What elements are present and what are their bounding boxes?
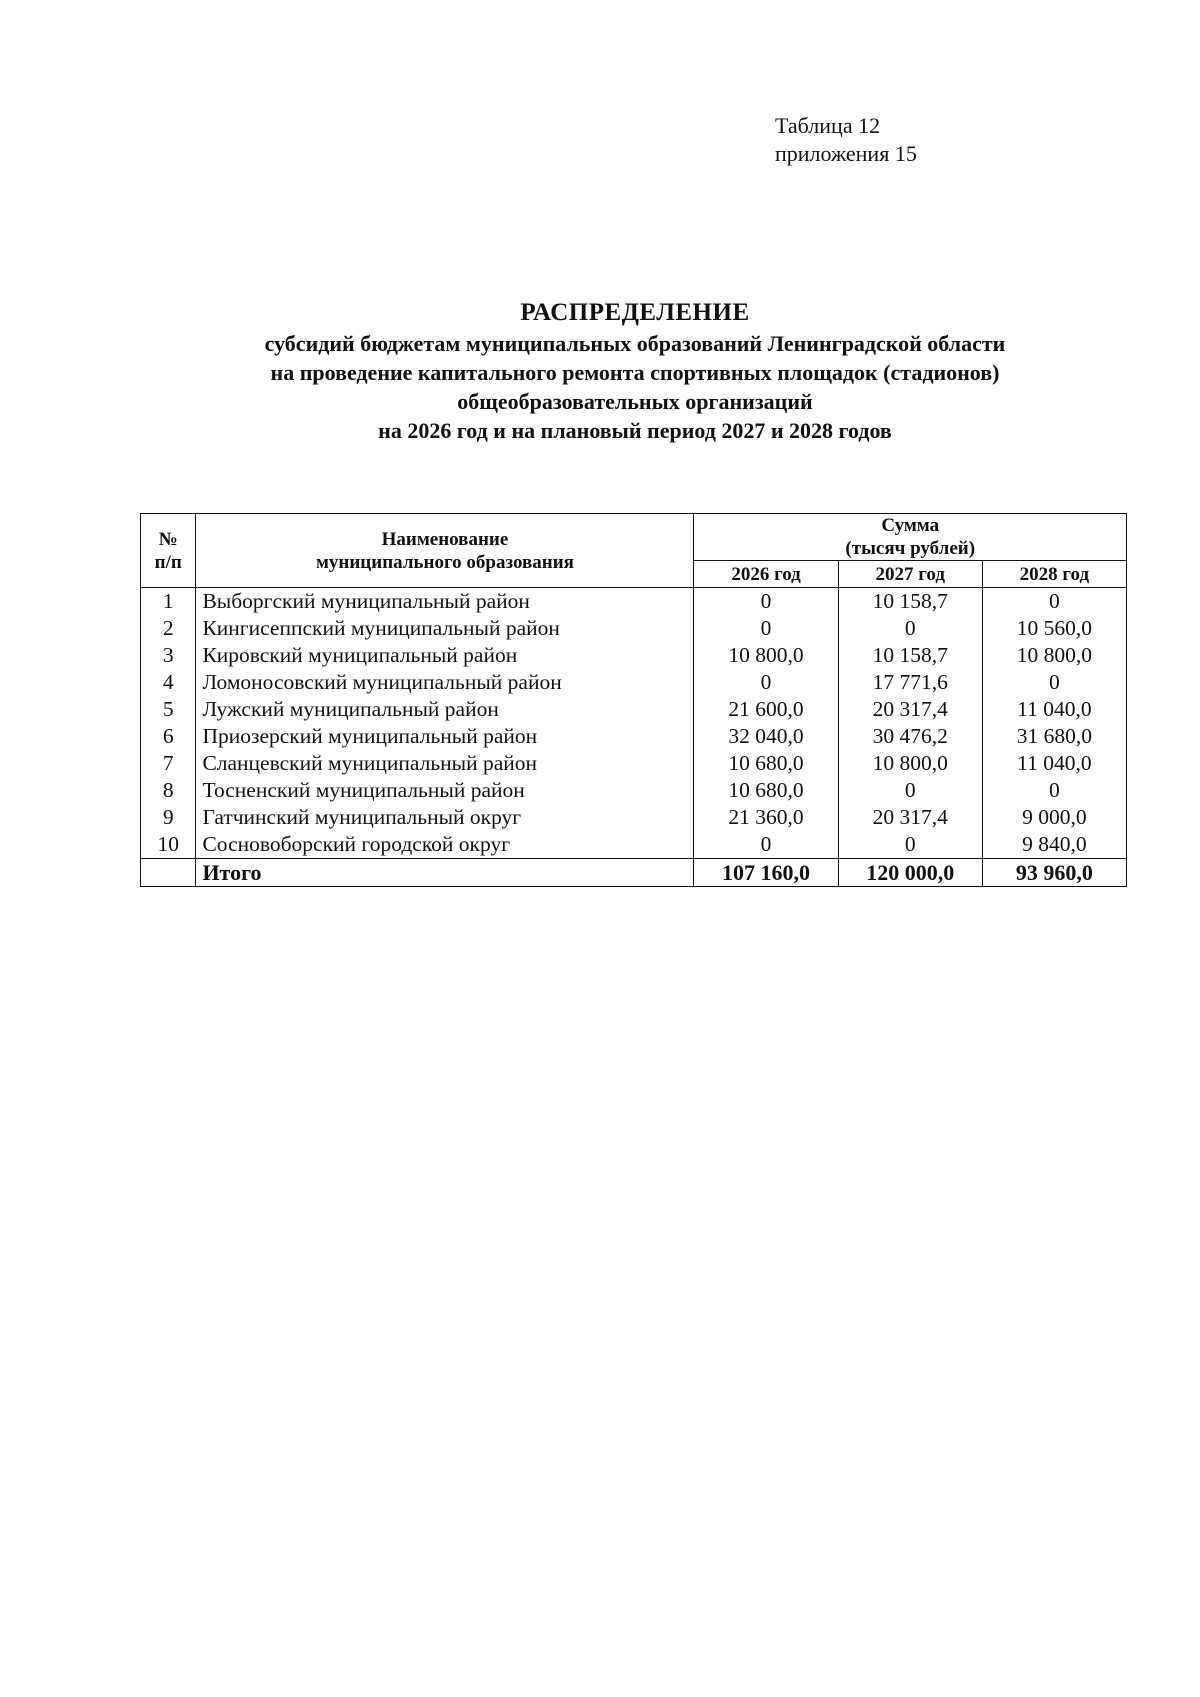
row-number: 10 — [141, 831, 196, 859]
title-line-1: субсидий бюджетам муниципальных образований Ленинградской области — [264, 331, 1006, 356]
title-heading: РАСПРЕДЕЛЕНИЕ — [520, 299, 750, 326]
table-row — [141, 750, 1127, 777]
row-number: 2 — [141, 615, 196, 642]
row-number: 5 — [141, 696, 196, 723]
value-2026: 0 — [694, 669, 838, 696]
value-2026: 10 680,0 — [694, 750, 838, 777]
column-header-name-line2: муниципального образования — [315, 551, 574, 573]
table-row — [141, 588, 1127, 616]
value-2026: 21 600,0 — [694, 696, 838, 723]
table-row — [141, 777, 1127, 804]
title-line-2: на проведение капитального ремонта спортивных площадок (стадионов) — [270, 360, 1000, 385]
municipality-name: Кировский муниципальный район — [196, 642, 694, 669]
table-row — [141, 615, 1127, 642]
value-2028: 31 680,0 — [982, 723, 1126, 750]
municipality-name: Лужский муниципальный район — [196, 696, 694, 723]
value-2028: 0 — [982, 669, 1126, 696]
column-header-sum-line1: Сумма — [881, 515, 940, 536]
table-row — [141, 831, 1127, 859]
total-2028: 93 960,0 — [982, 859, 1126, 887]
value-2026: 10 680,0 — [694, 777, 838, 804]
value-2027: 0 — [838, 777, 982, 804]
title-line-3: общеобразовательных организаций — [457, 389, 813, 414]
total-row — [141, 859, 1127, 887]
value-2026: 0 — [694, 831, 838, 859]
table-row — [141, 804, 1127, 831]
value-2026: 21 360,0 — [694, 804, 838, 831]
row-number: 6 — [141, 723, 196, 750]
value-2028: 9 000,0 — [982, 804, 1126, 831]
table-reference — [775, 112, 917, 168]
total-number-cell — [141, 859, 196, 887]
value-2026: 32 040,0 — [694, 723, 838, 750]
value-2028: 11 040,0 — [982, 750, 1126, 777]
value-2026: 0 — [694, 588, 838, 616]
total-2027: 120 000,0 — [838, 859, 982, 887]
value-2027: 20 317,4 — [838, 804, 982, 831]
column-header-2028: 2028 год — [982, 561, 1126, 588]
total-2026: 107 160,0 — [694, 859, 838, 887]
table-body — [141, 588, 1127, 887]
column-header-name — [196, 514, 694, 588]
total-label: Итого — [196, 859, 694, 887]
value-2027: 30 476,2 — [838, 723, 982, 750]
value-2028: 11 040,0 — [982, 696, 1126, 723]
value-2027: 17 771,6 — [838, 669, 982, 696]
municipality-name: Кингисеппский муниципальный район — [196, 615, 694, 642]
table-header — [141, 514, 1127, 588]
value-2028: 10 800,0 — [982, 642, 1126, 669]
table-number-label: Таблица 12 — [775, 113, 881, 138]
value-2027: 10 158,7 — [838, 588, 982, 616]
row-number: 7 — [141, 750, 196, 777]
value-2028: 0 — [982, 588, 1126, 616]
municipality-name: Выборгский муниципальный район — [196, 588, 694, 616]
value-2027: 10 158,7 — [838, 642, 982, 669]
column-header-sum — [694, 514, 1127, 561]
municipality-name: Гатчинский муниципальный округ — [196, 804, 694, 831]
municipality-name: Тосненский муниципальный район — [196, 777, 694, 804]
value-2027: 0 — [838, 615, 982, 642]
column-header-2027: 2027 год — [838, 561, 982, 588]
table-row — [141, 696, 1127, 723]
column-header-2026: 2026 год — [694, 561, 838, 588]
table-row — [141, 669, 1127, 696]
municipality-name: Приозерский муниципальный район — [196, 723, 694, 750]
appendix-label: приложения 15 — [775, 141, 917, 166]
column-header-number — [141, 514, 196, 588]
column-header-number-line1: № — [158, 528, 178, 550]
value-2027: 10 800,0 — [838, 750, 982, 777]
row-number: 1 — [141, 588, 196, 616]
distribution-table — [140, 513, 1127, 887]
row-number: 9 — [141, 804, 196, 831]
value-2026: 0 — [694, 615, 838, 642]
value-2028: 9 840,0 — [982, 831, 1126, 859]
column-header-sum-line2: (тысяч рублей) — [845, 538, 976, 559]
municipality-name: Сланцевский муниципальный район — [196, 750, 694, 777]
municipality-name: Ломоносовский муниципальный район — [196, 669, 694, 696]
value-2028: 10 560,0 — [982, 615, 1126, 642]
column-header-name-line1: Наименование — [381, 528, 509, 550]
value-2028: 0 — [982, 777, 1126, 804]
table-row — [141, 723, 1127, 750]
table-row — [141, 642, 1127, 669]
row-number: 4 — [141, 669, 196, 696]
title-line-4: на 2026 год и на плановый период 2027 и 2028 годов — [378, 418, 892, 443]
column-header-number-line2: п/п — [154, 551, 182, 573]
value-2026: 10 800,0 — [694, 642, 838, 669]
value-2027: 20 317,4 — [838, 696, 982, 723]
value-2027: 0 — [838, 831, 982, 859]
municipality-name: Сосновоборский городской округ — [196, 831, 694, 859]
row-number: 8 — [141, 777, 196, 804]
row-number: 3 — [141, 642, 196, 669]
document-title — [140, 297, 1130, 445]
